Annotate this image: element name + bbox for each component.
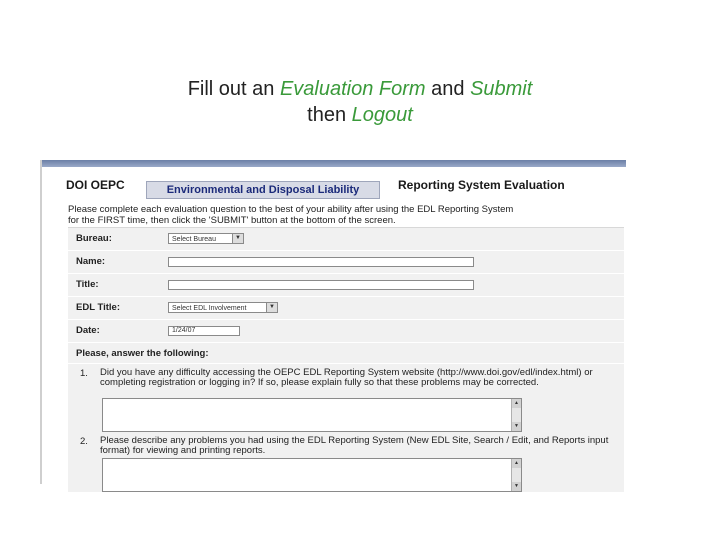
question-1	[68, 364, 624, 432]
bureau-select[interactable]	[168, 233, 244, 244]
date-row	[68, 320, 624, 343]
form-header	[42, 168, 626, 200]
scroll-down-icon[interactable]: ▼	[512, 422, 521, 431]
chevron-down-icon[interactable]: ▼	[266, 303, 277, 312]
bureau-row	[68, 228, 624, 251]
title-text: Fill out an	[187, 78, 280, 100]
scrollbar[interactable]	[511, 459, 521, 491]
title-label: Title:	[76, 279, 99, 290]
title-row	[68, 274, 624, 297]
title-line-1	[0, 76, 720, 102]
chevron-down-icon[interactable]: ▼	[232, 234, 243, 243]
logout-highlight: Logout	[351, 104, 413, 126]
questions-heading: Please, answer the following:	[76, 348, 209, 359]
question-2	[68, 432, 624, 492]
scroll-up-icon[interactable]: ▲	[512, 459, 521, 468]
edl-title-row	[68, 297, 624, 320]
question-number: 2.	[80, 436, 88, 447]
scrollbar[interactable]	[511, 399, 521, 431]
date-input-value: 1/24/07	[172, 327, 196, 334]
name-input[interactable]	[168, 257, 474, 267]
header-doi-oepc: DOI OEPC	[66, 178, 125, 192]
slide-title	[0, 76, 720, 128]
evaluation-form-highlight: Evaluation Form	[279, 78, 426, 100]
evaluation-form-screenshot	[40, 160, 626, 489]
edl-title-select-value: Select EDL Involvement	[172, 305, 247, 312]
date-input[interactable]	[168, 326, 240, 336]
edl-title-select[interactable]	[168, 302, 278, 313]
instructions	[68, 204, 624, 226]
title-text: then	[307, 104, 352, 126]
title-input[interactable]	[168, 280, 474, 290]
scroll-up-icon[interactable]: ▲	[512, 399, 521, 408]
edl-title-label: EDL Title:	[76, 302, 120, 313]
question-text: Did you have any difficulty accessing the OEPC EDL Reporting System website (http://www.doi.gov/edl/index.html) or completing registration or logging in? If so, please explain fully so that these problems may be corrected.	[100, 367, 593, 388]
question-1-answer-textarea[interactable]	[102, 398, 522, 432]
scroll-down-icon[interactable]: ▼	[512, 482, 521, 491]
name-row	[68, 251, 624, 274]
submit-highlight: Submit	[470, 78, 533, 100]
header-evaluation-title: Reporting System Evaluation	[398, 178, 565, 192]
bureau-label: Bureau:	[76, 233, 112, 244]
question-text: Please describe any problems you had using the EDL Reporting System (New EDL Site, Search / Edit, and Reports input format) for viewing and printing reports.	[100, 435, 609, 456]
instructions-line-2: for the FIRST time, then click the 'SUBMIT' button at the bottom of the screen.	[68, 215, 396, 226]
instructions-line-1: Please complete each evaluation question to the best of your ability after using the EDL Reporting System	[68, 204, 514, 215]
question-2-answer-textarea[interactable]	[102, 458, 522, 492]
title-text: and	[425, 78, 471, 100]
name-label: Name:	[76, 256, 106, 267]
browser-top-bar	[42, 160, 626, 167]
evaluation-form	[68, 227, 624, 492]
questions-heading-row	[68, 343, 624, 364]
bureau-select-value: Select Bureau	[172, 236, 216, 243]
header-edl-chip: Environmental and Disposal Liability	[146, 181, 380, 199]
title-line-2	[0, 102, 720, 128]
question-number: 1.	[80, 368, 88, 379]
date-label: Date:	[76, 325, 100, 336]
